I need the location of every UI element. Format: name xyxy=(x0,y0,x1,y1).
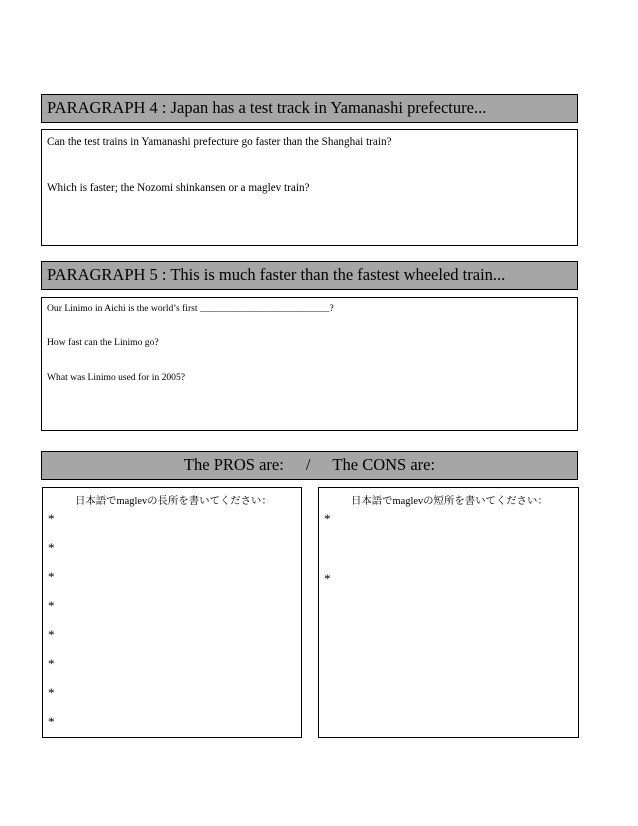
pros-prompt: 日本語でmaglevの長所を書いてください： xyxy=(75,496,272,507)
pros-bullet-3: * xyxy=(48,569,55,584)
paragraph-4-answer-box xyxy=(41,129,578,246)
cons-bullet-2: * xyxy=(324,571,331,586)
paragraph-5-question-1: Our Linimo in Aichi is the world’s first ___________________________? xyxy=(47,303,334,314)
pros-bullet-6: * xyxy=(48,656,55,671)
paragraph-4-title: PARAGRAPH 4 : Japan has a test track in Yamanashi prefecture... xyxy=(47,98,487,118)
paragraph-4-question-2: Which is faster; the Nozomi shinkansen or a maglev train? xyxy=(47,182,310,194)
pros-cons-header xyxy=(41,451,578,480)
cons-box xyxy=(318,487,579,738)
paragraph-5-answer-box xyxy=(41,297,578,431)
cons-prompt: 日本語でmaglevの短所を書いてください： xyxy=(351,496,548,507)
paragraph-5-title: PARAGRAPH 5 : This is much faster than the fastest wheeled train... xyxy=(47,265,506,285)
paragraph-4-header xyxy=(41,94,578,123)
pros-bullet-5: * xyxy=(48,627,55,642)
paragraph-5-question-2: How fast can the Linimo go? xyxy=(47,337,159,348)
pros-bullet-2: * xyxy=(48,540,55,555)
pros-cons-separator: / xyxy=(305,455,311,475)
pros-box xyxy=(42,487,302,738)
pros-bullet-4: * xyxy=(48,598,55,613)
cons-bullet-1: * xyxy=(324,511,331,526)
pros-bullet-1: * xyxy=(48,511,55,526)
paragraph-5-question-3: What was Linimo used for in 2005? xyxy=(47,372,186,383)
pros-label: The PROS are: xyxy=(183,455,284,475)
cons-label: The CONS are: xyxy=(332,455,436,475)
pros-bullet-8: * xyxy=(48,714,55,729)
paragraph-4-question-1: Can the test trains in Yamanashi prefecture go faster than the Shanghai train? xyxy=(47,136,392,148)
paragraph-5-header xyxy=(41,261,578,290)
pros-bullet-7: * xyxy=(48,685,55,700)
